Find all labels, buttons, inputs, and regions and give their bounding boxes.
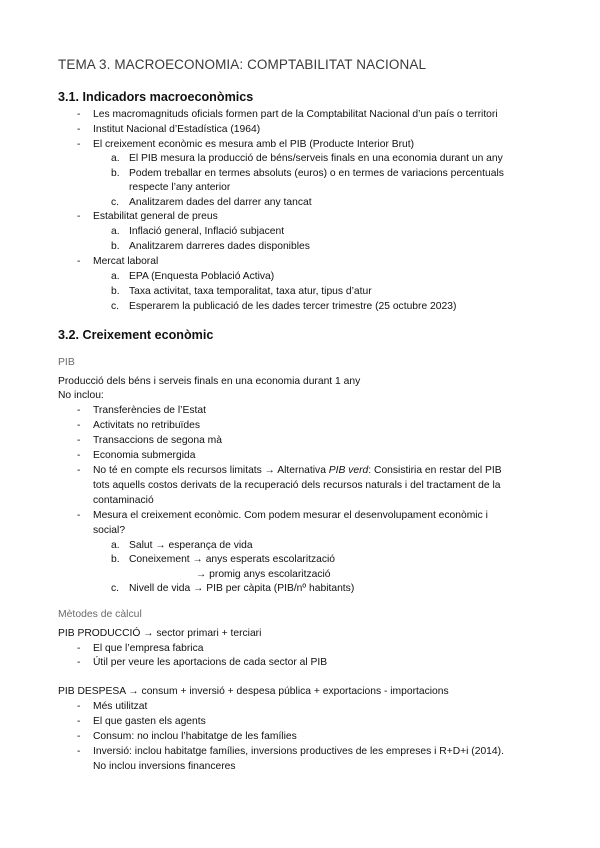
list-item-pib-verd: [93, 464, 502, 479]
list-item: Institut Nacional d’Estadística (1964): [93, 124, 261, 135]
bullet-dash: -: [77, 435, 81, 446]
sub-list-item: Coneixement → anys esperats escolarització: [129, 554, 336, 565]
sub-list-item: Analitzarem darreres dades disponibles: [129, 241, 310, 252]
subheading-metodes: Mètodes de càlcul: [58, 609, 142, 620]
sub-list-item: Podem treballar en termes absoluts (euros) o en termes de variacions percentuals: [129, 168, 504, 179]
sub-list-item: Nivell de vida → PIB per càpita (PIB/nº habitants): [129, 583, 355, 594]
bullet-dash: -: [77, 716, 81, 727]
list-item: El creixement econòmic es mesura amb el PIB (Producte Interior Brut): [93, 139, 415, 150]
list-item: Mercat laboral: [93, 256, 159, 267]
list-item: Inversió: inclou habitatge famílies, inversions productives de les empreses i R+D+i (2014).: [93, 746, 504, 757]
sub-list-item: EPA (Enquesta Població Activa): [129, 271, 275, 282]
list-item: Transferències de l’Estat: [93, 405, 206, 416]
bullet-dash: -: [77, 643, 81, 654]
list-marker-a: a.: [111, 540, 120, 551]
list-item: Mesura el creixement econòmic. Com podem mesurar el desenvolupament econòmic i: [93, 510, 488, 521]
list-item: Consum: no inclou l’habitatge de les famílies: [93, 731, 297, 742]
text-run: : Consistiria en restar del PIB: [368, 465, 502, 476]
sub-list-item-continued: respecte l’any anterior: [129, 182, 231, 193]
sub-list-item: Esperarem la publicació de les dades tercer trimestre (25 octubre 2023): [129, 301, 457, 312]
list-marker-a: a.: [111, 153, 120, 164]
list-item: Estabilitat general de preus: [93, 211, 218, 222]
bullet-dash: -: [77, 211, 81, 222]
bullet-dash: -: [77, 450, 81, 461]
sub-list-item: Inflació general, Inflació subjacent: [129, 226, 285, 237]
list-item-continued: No inclou inversions financeres: [93, 761, 236, 772]
list-item-continued: social?: [93, 525, 126, 536]
bullet-dash: -: [77, 510, 81, 521]
list-item-continued: contaminació: [93, 495, 154, 506]
bullet-dash: -: [77, 746, 81, 757]
bullet-dash: -: [77, 124, 81, 135]
method-heading: PIB PRODUCCIÓ → sector primari + terciari: [58, 628, 262, 639]
bullet-dash: -: [77, 405, 81, 416]
list-marker-a: a.: [111, 271, 120, 282]
list-marker-b: b.: [111, 554, 120, 565]
list-item: Útil per veure les aportacions de cada sector al PIB: [93, 657, 328, 668]
emphasis-pib-verd: PIB verd: [328, 465, 369, 476]
bullet-dash: -: [77, 139, 81, 150]
list-item: Economia submergida: [93, 450, 196, 461]
definition-text: Producció dels béns i serveis finals en una economia durant 1 any: [58, 376, 361, 387]
bullet-dash: -: [77, 657, 81, 668]
page-title: TEMA 3. MACROECONOMIA: COMPTABILITAT NACIONAL: [58, 57, 427, 72]
subheading-pib: PIB: [58, 357, 75, 368]
bullet-dash: -: [77, 420, 81, 431]
method-heading: PIB DESPESA → consum + inversió + despesa pública + exportacions - importacions: [58, 686, 449, 697]
bullet-dash: -: [77, 731, 81, 742]
bullet-dash: -: [77, 256, 81, 267]
sub-list-item: El PIB mesura la producció de béns/serveis finals en una economia durant un any: [129, 153, 503, 164]
list-marker-b: b.: [111, 286, 120, 297]
list-marker-c: c.: [111, 583, 120, 594]
sub-list-item: Taxa activitat, taxa temporalitat, taxa atur, tipus d’atur: [129, 286, 372, 297]
bullet-dash: -: [77, 701, 81, 712]
bullet-dash: -: [77, 465, 81, 476]
list-marker-c: c.: [111, 301, 120, 312]
sub-list-item: Salut → esperança de vida: [129, 540, 253, 551]
definition-text: No inclou:: [58, 390, 104, 401]
list-item: Més utilitzat: [93, 701, 148, 712]
list-item-continued: tots aquells costos derivats de la recuperació dels recursos naturals i del tractament de la: [93, 480, 501, 491]
list-marker-b: b.: [111, 241, 120, 252]
list-item: Activitats no retribuïdes: [93, 420, 201, 431]
text-run: No té en compte els recursos limitats → Alternativa: [93, 465, 329, 476]
list-marker-c: c.: [111, 197, 120, 208]
sub-list-item: Analitzarem dades del darrer any tancat: [129, 197, 312, 208]
list-item: Transaccions de segona mà: [93, 435, 222, 446]
section-heading-3-1: 3.1. Indicadors macroeconòmics: [58, 90, 254, 104]
list-marker-a: a.: [111, 226, 120, 237]
section-heading-3-2: 3.2. Creixement econòmic: [58, 328, 214, 342]
bullet-dash: -: [77, 109, 81, 120]
list-item: El que l’empresa fabrica: [93, 643, 204, 654]
sub-list-item-continued: → promig anys escolarització: [196, 569, 331, 580]
list-item: El que gasten els agents: [93, 716, 206, 727]
list-item: Les macromagnituds oficials formen part de la Comptabilitat Nacional d’un país o territori: [93, 109, 498, 120]
list-marker-b: b.: [111, 168, 120, 179]
